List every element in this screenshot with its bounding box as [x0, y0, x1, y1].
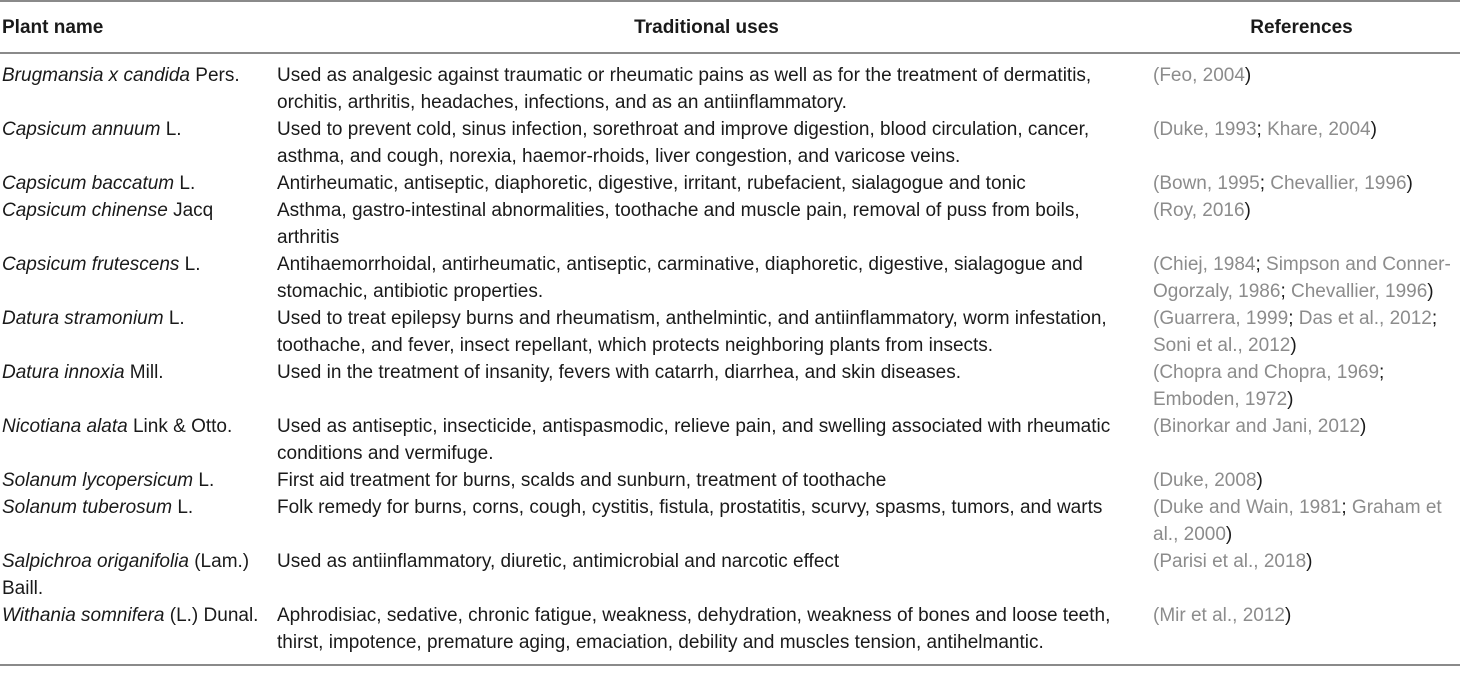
references-cell: (Duke, 1993; Khare, 2004) — [1153, 119, 1377, 140]
species-authority: Pers. — [190, 65, 240, 86]
species-name: Solanum tuberosum — [2, 497, 173, 518]
species-authority: (L.) Dunal. — [164, 605, 259, 626]
header-row — [0, 1, 1460, 53]
species-name: Datura stramonium — [2, 308, 164, 329]
plant-name-cell — [0, 602, 270, 665]
species-authority: L. — [172, 497, 194, 518]
species-name: Capsicum annuum — [2, 119, 161, 140]
species-authority: Link & Otto. — [127, 416, 233, 437]
species-name: Capsicum baccatum — [2, 173, 175, 194]
reference-link[interactable]: Khare, 2004 — [1267, 119, 1371, 140]
traditional-uses-cell: Asthma, gastro-intestinal abnormalities, toothache and muscle pain, removal of puss from boils, arthritis — [277, 200, 1080, 248]
table-row — [0, 413, 1460, 467]
reference-link[interactable]: Soni et al., 2012 — [1153, 335, 1291, 356]
reference-link[interactable]: Mir et al., 2012 — [1159, 605, 1285, 626]
reference-link[interactable]: Duke and Wain, 1981 — [1159, 497, 1342, 518]
table-row — [0, 116, 1460, 170]
species-name: Solanum lycopersicum — [2, 470, 194, 491]
reference-link[interactable]: Simpson and Conner-Ogorzaly, 1986 — [1153, 254, 1451, 302]
plant-name-cell — [0, 116, 270, 170]
plant-name-cell — [0, 494, 270, 548]
species-authority: Jacq — [167, 200, 214, 221]
plant-name-cell — [0, 170, 270, 197]
plant-name-cell — [0, 53, 270, 116]
reference-link[interactable]: Graham et al., 2000 — [1153, 497, 1442, 545]
table-row — [0, 305, 1460, 359]
table-row — [0, 548, 1460, 602]
traditional-uses-cell: Used as analgesic against traumatic or rheumatic pains as well as for the treatment of dermatitis, orchitis, arthritis, headaches, infections, and as an antiinflammatory. — [277, 65, 1092, 113]
species-name: Salpichroa origanifolia — [2, 551, 189, 572]
species-name: Withania somnifera — [2, 605, 165, 626]
plant-name-cell — [0, 251, 270, 305]
references-cell: (Binorkar and Jani, 2012) — [1153, 416, 1367, 437]
table-row — [0, 359, 1460, 413]
species-authority: L. — [179, 254, 201, 275]
references-cell: (Duke, 2008) — [1153, 470, 1263, 491]
reference-link[interactable]: Bown, 1995 — [1159, 173, 1260, 194]
reference-link[interactable]: Emboden, 1972 — [1153, 389, 1288, 410]
species-name: Brugmansia x candida — [2, 65, 190, 86]
traditional-uses-cell: Aphrodisiac, sedative, chronic fatigue, weakness, dehydration, weakness of bones and loose teeth, thirst, impotence, premature aging, emaciation, debility and muscles tension, antihelmantic. — [270, 602, 1143, 665]
reference-link[interactable]: Duke, 1993 — [1159, 119, 1257, 140]
traditional-uses-cell: Antihaemorrhoidal, antirheumatic, antiseptic, carminative, diaphoretic, digestive, sialagogue and stomachic, antibiotic properties. — [277, 254, 1083, 302]
species-name: Capsicum frutescens — [2, 254, 180, 275]
plant-name-cell — [0, 413, 270, 467]
species-authority: (Lam.) Baill. — [2, 551, 250, 599]
table-row — [0, 53, 1460, 116]
species-authority: Mill. — [124, 362, 164, 383]
references-cell: (Parisi et al., 2018) — [1153, 551, 1313, 572]
table-row — [0, 494, 1460, 548]
header-plant-name: Plant name — [0, 1, 270, 53]
reference-link[interactable]: Duke, 2008 — [1159, 470, 1257, 491]
traditional-uses-cell: Used as antiinflammatory, diuretic, antimicrobial and narcotic effect — [277, 551, 840, 572]
reference-link[interactable]: Feo, 2004 — [1159, 65, 1245, 86]
traditional-uses-cell: Antirheumatic, antiseptic, diaphoretic, digestive, irritant, rubefacient, sialagogue and tonic — [277, 173, 1026, 194]
reference-link[interactable]: Binorkar and Jani, 2012 — [1159, 416, 1361, 437]
species-authority: L. — [174, 173, 196, 194]
traditional-uses-cell: Used to prevent cold, sinus infection, sorethroat and improve digestion, blood circulation, cancer, asthma, and cough, norexia, haemor-rhoids, liver congestion, and varicose veins. — [277, 119, 1090, 167]
references-cell: (Chopra and Chopra, 1969; Emboden, 1972) — [1153, 362, 1385, 410]
species-authority: L. — [193, 470, 215, 491]
reference-link[interactable]: Das et al., 2012 — [1298, 308, 1432, 329]
traditional-uses-cell: First aid treatment for burns, scalds and sunburn, treatment of toothache — [277, 470, 887, 491]
reference-link[interactable]: Roy, 2016 — [1159, 200, 1245, 221]
references-cell: (Chiej, 1984; Simpson and Conner-Ogorzaly, 1986; Chevallier, 1996) — [1153, 254, 1451, 302]
plant-name-cell — [0, 359, 270, 413]
reference-link[interactable]: Guarrera, 1999 — [1159, 308, 1289, 329]
species-name: Datura innoxia — [2, 362, 125, 383]
table-row — [0, 602, 1460, 665]
reference-link[interactable]: Chevallier, 1996 — [1291, 281, 1428, 302]
table-row — [0, 197, 1460, 251]
references-cell: (Mir et al., 2012) — [1143, 602, 1460, 665]
traditional-uses-cell: Used as antiseptic, insecticide, antispasmodic, relieve pain, and swelling associated with rheumatic conditions and vermifuge. — [277, 416, 1111, 464]
plant-name-cell — [0, 305, 270, 359]
table-row — [0, 170, 1460, 197]
plant-name-cell — [0, 197, 270, 251]
references-cell: (Bown, 1995; Chevallier, 1996) — [1153, 173, 1413, 194]
species-name: Capsicum chinense — [2, 200, 168, 221]
reference-link[interactable]: Chiej, 1984 — [1159, 254, 1256, 275]
header-traditional-uses: Traditional uses — [270, 1, 1143, 53]
plant-name-cell — [0, 548, 270, 602]
traditional-uses-cell: Folk remedy for burns, corns, cough, cystitis, fistula, prostatitis, scurvy, spasms, tumors, and warts — [277, 497, 1103, 518]
header-references: References — [1143, 1, 1460, 53]
reference-link[interactable]: Chevallier, 1996 — [1270, 173, 1407, 194]
references-cell: (Guarrera, 1999; Das et al., 2012; Soni et al., 2012) — [1153, 308, 1438, 356]
species-authority: L. — [160, 119, 182, 140]
traditional-uses-cell: Used in the treatment of insanity, fevers with catarrh, diarrhea, and skin diseases. — [277, 362, 961, 383]
references-cell: (Feo, 2004) — [1153, 65, 1252, 86]
species-authority: L. — [163, 308, 185, 329]
reference-link[interactable]: Parisi et al., 2018 — [1159, 551, 1307, 572]
traditional-uses-cell: Used to treat epilepsy burns and rheumatism, anthelmintic, and antiinflammatory, worm infestation, toothache, and fever, insect repellant, which protects neighboring plants from insects. — [277, 308, 1107, 356]
species-name: Nicotiana alata — [2, 416, 128, 437]
table-row — [0, 467, 1460, 494]
reference-link[interactable]: Chopra and Chopra, 1969 — [1159, 362, 1380, 383]
table-row — [0, 251, 1460, 305]
references-cell: (Roy, 2016) — [1153, 200, 1251, 221]
plant-name-cell — [0, 467, 270, 494]
references-cell: (Duke and Wain, 1981; Graham et al., 2000) — [1153, 497, 1442, 545]
